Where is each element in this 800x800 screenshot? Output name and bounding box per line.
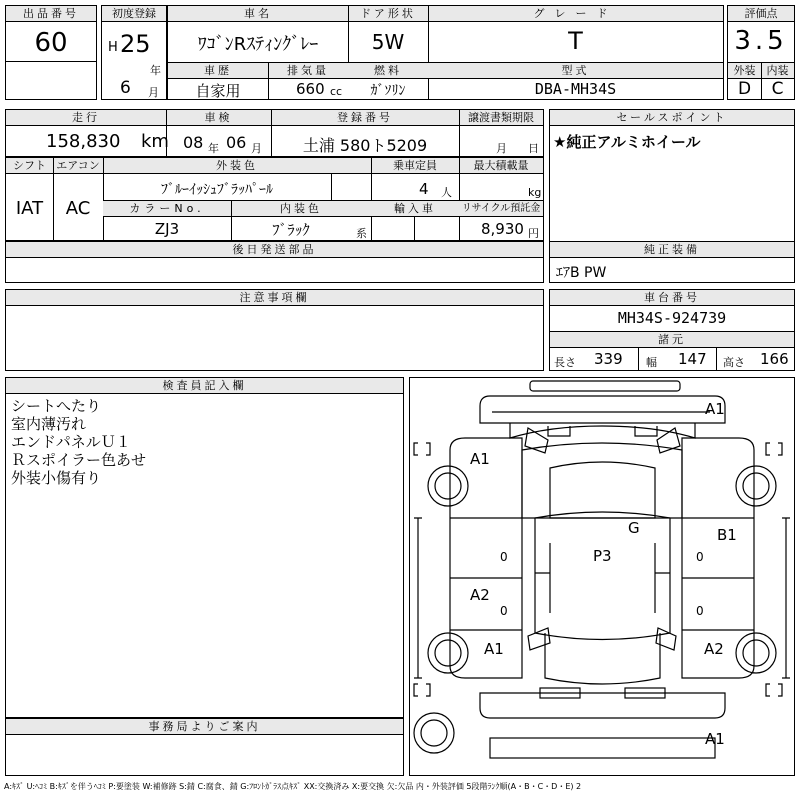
length-label: 長さ — [554, 356, 576, 369]
month: 6 — [120, 78, 131, 98]
chassis-label: 車台番号 — [550, 290, 794, 306]
recycle-fee-unit: 円 — [528, 227, 539, 240]
chassis-box — [549, 289, 795, 371]
year: 25 — [120, 30, 151, 58]
damage-mark: A1 — [705, 400, 725, 418]
inspector-note: Ｒスポイラー色あせ — [11, 451, 147, 469]
air-conditioner: AC — [65, 198, 91, 219]
damage-mark: A2 — [470, 586, 490, 604]
equipment-box — [549, 241, 795, 283]
history: 自家用 — [195, 82, 241, 100]
ext-color-label: 外装色 — [103, 158, 371, 174]
car-name: ﾜｺﾞﾝRｽﾃｨﾝｸﾞﾚｰ — [197, 34, 319, 55]
inspector-box — [5, 377, 404, 718]
width-label: 幅 — [646, 356, 657, 369]
max-load-unit: kg — [528, 186, 542, 199]
import-label: 輸入車 — [371, 201, 459, 217]
int-color: ﾌﾞﾗｯｸ — [272, 221, 310, 239]
mileage-label: 走行 — [6, 110, 166, 126]
damage-mark: A2 — [704, 640, 724, 658]
capacity-label: 乗車定員 — [371, 158, 459, 174]
spec-box — [5, 157, 544, 241]
damage-mark: A1 — [705, 730, 725, 748]
car-name-label: 車名 — [168, 6, 348, 22]
sales-point-box — [549, 109, 795, 257]
score-label: 評価点 — [728, 6, 794, 22]
transfer-month-unit: 月 — [496, 142, 507, 155]
damage-mark: 0 — [696, 550, 704, 564]
equipment-label: 純正装備 — [550, 242, 794, 258]
damage-mark: A1 — [470, 450, 490, 468]
notes-box — [5, 289, 544, 371]
score: 3.5 — [734, 26, 788, 56]
history-label: 車歴 — [168, 63, 268, 79]
color-no-label: カラーNo. — [103, 201, 231, 217]
office-box — [5, 718, 404, 776]
transfer-deadline-label: 譲渡書類期限 — [459, 110, 543, 126]
inspection-label: 車検 — [166, 110, 271, 126]
ac-label: エアコン — [53, 158, 103, 174]
sales-point: ★純正アルミホイール — [553, 133, 701, 151]
score-box — [727, 5, 795, 100]
inspection-month: 06 — [226, 133, 247, 152]
ext-grade-label: 外装 — [728, 63, 761, 79]
damage-mark: 0 — [500, 604, 508, 618]
mileage-unit: km — [141, 131, 169, 152]
length: 339 — [594, 350, 623, 368]
displacement-label: 排気量 — [268, 63, 348, 79]
dims-label: 諸元 — [550, 332, 794, 348]
grade-label: グレード — [428, 6, 723, 22]
equipment: ｴｱB PW — [556, 265, 607, 281]
damage-mark: 0 — [500, 550, 508, 564]
recycle-label: リサイクル預託金 — [459, 201, 543, 217]
era: H — [108, 40, 118, 55]
damage-mark: P3 — [593, 547, 612, 565]
door-type: 5W — [371, 30, 405, 54]
office-label: 事務局よりご案内 — [6, 719, 403, 735]
door-label: ドア形状 — [348, 6, 428, 22]
height: 166 — [760, 350, 789, 368]
sales-point-label: セールスポイント — [550, 110, 794, 126]
later-parts-box — [5, 241, 544, 283]
capacity: 4 — [419, 180, 429, 198]
color-no: ZJ3 — [154, 220, 180, 238]
displacement: 660 — [296, 80, 325, 98]
damage-mark: A1 — [484, 640, 504, 658]
lot-number-label: 出品番号 — [6, 6, 96, 22]
first-registration-label: 初度登録 — [102, 6, 166, 22]
height-label: 高さ — [723, 356, 745, 369]
ext-grade: D — [737, 79, 752, 99]
inspection-year-unit: 年 — [208, 142, 219, 155]
inspector-label: 検査員記入欄 — [6, 378, 403, 394]
year-unit: 年 — [150, 64, 161, 77]
capacity-unit: 人 — [441, 186, 452, 199]
inspector-note: 外装小傷有り — [11, 469, 102, 487]
width: 147 — [678, 350, 707, 368]
legend: A:ｷｽﾞ U:ﾍｺﾐ B:ｷｽﾞを伴うﾍｺﾐ P:要塗装 W:補修跡 S:錆 C:腐食、錆 G:ﾌﾛﾝﾄｶﾞﾗｽ点ｷｽﾞ XX:交換済み X:要交換 欠:欠品 内・外装評価 5段階ﾗﾝｸ順(A・B・C・D・E) 2 — [4, 782, 582, 791]
int-grade-label: 内装 — [761, 63, 794, 79]
ext-color: ﾌﾞﾙｰｲｯｼｭﾌﾞﾗｯﾊﾟｰﾙ — [161, 182, 273, 198]
inspection-year: 08 — [183, 133, 204, 152]
inspection-month-unit: 月 — [251, 142, 262, 155]
displacement-unit: cc — [330, 85, 343, 98]
lot-number-box — [5, 5, 97, 100]
later-parts-label: 後日発送部品 — [6, 242, 543, 258]
int-color-unit: 系 — [356, 227, 367, 240]
damage-mark: G — [628, 519, 640, 537]
recycle-fee: 8,930 — [481, 220, 524, 238]
reg-number-label: 登録番号 — [271, 110, 459, 126]
chassis-number: MH34S-924739 — [617, 309, 727, 327]
damage-mark: 0 — [696, 604, 704, 618]
car-outline — [410, 378, 794, 775]
mileage-reg-box — [5, 109, 544, 157]
int-grade: C — [771, 79, 784, 99]
mileage: 158,830 — [46, 131, 121, 152]
lot-number: 60 — [34, 28, 68, 58]
int-color-label: 内装色 — [231, 201, 371, 217]
first-registration-box — [101, 5, 167, 100]
max-load-label: 最大積載量 — [459, 158, 543, 174]
fuel: ｶﾞｿﾘﾝ — [370, 83, 406, 99]
model: DBA-MH34S — [534, 80, 617, 98]
notes-label: 注意事項欄 — [6, 290, 543, 306]
car-info-box — [167, 5, 724, 100]
damage-diagram — [409, 377, 795, 776]
grade: T — [568, 27, 583, 55]
inspector-note: 室内薄汚れ — [11, 415, 87, 433]
transfer-day-unit: 日 — [528, 142, 539, 155]
month-unit: 月 — [148, 86, 159, 99]
reg-number: 土浦 580ト5209 — [302, 136, 428, 155]
damage-mark: B1 — [717, 526, 737, 544]
inspector-note: シートへたり — [11, 397, 102, 415]
inspector-note: エンドパネルＵ１ — [11, 433, 131, 451]
fuel-label: 燃料 — [348, 63, 428, 79]
shift-label: シフト — [6, 158, 53, 174]
shift: IAT — [15, 198, 44, 219]
model-label: 型式 — [428, 63, 723, 79]
